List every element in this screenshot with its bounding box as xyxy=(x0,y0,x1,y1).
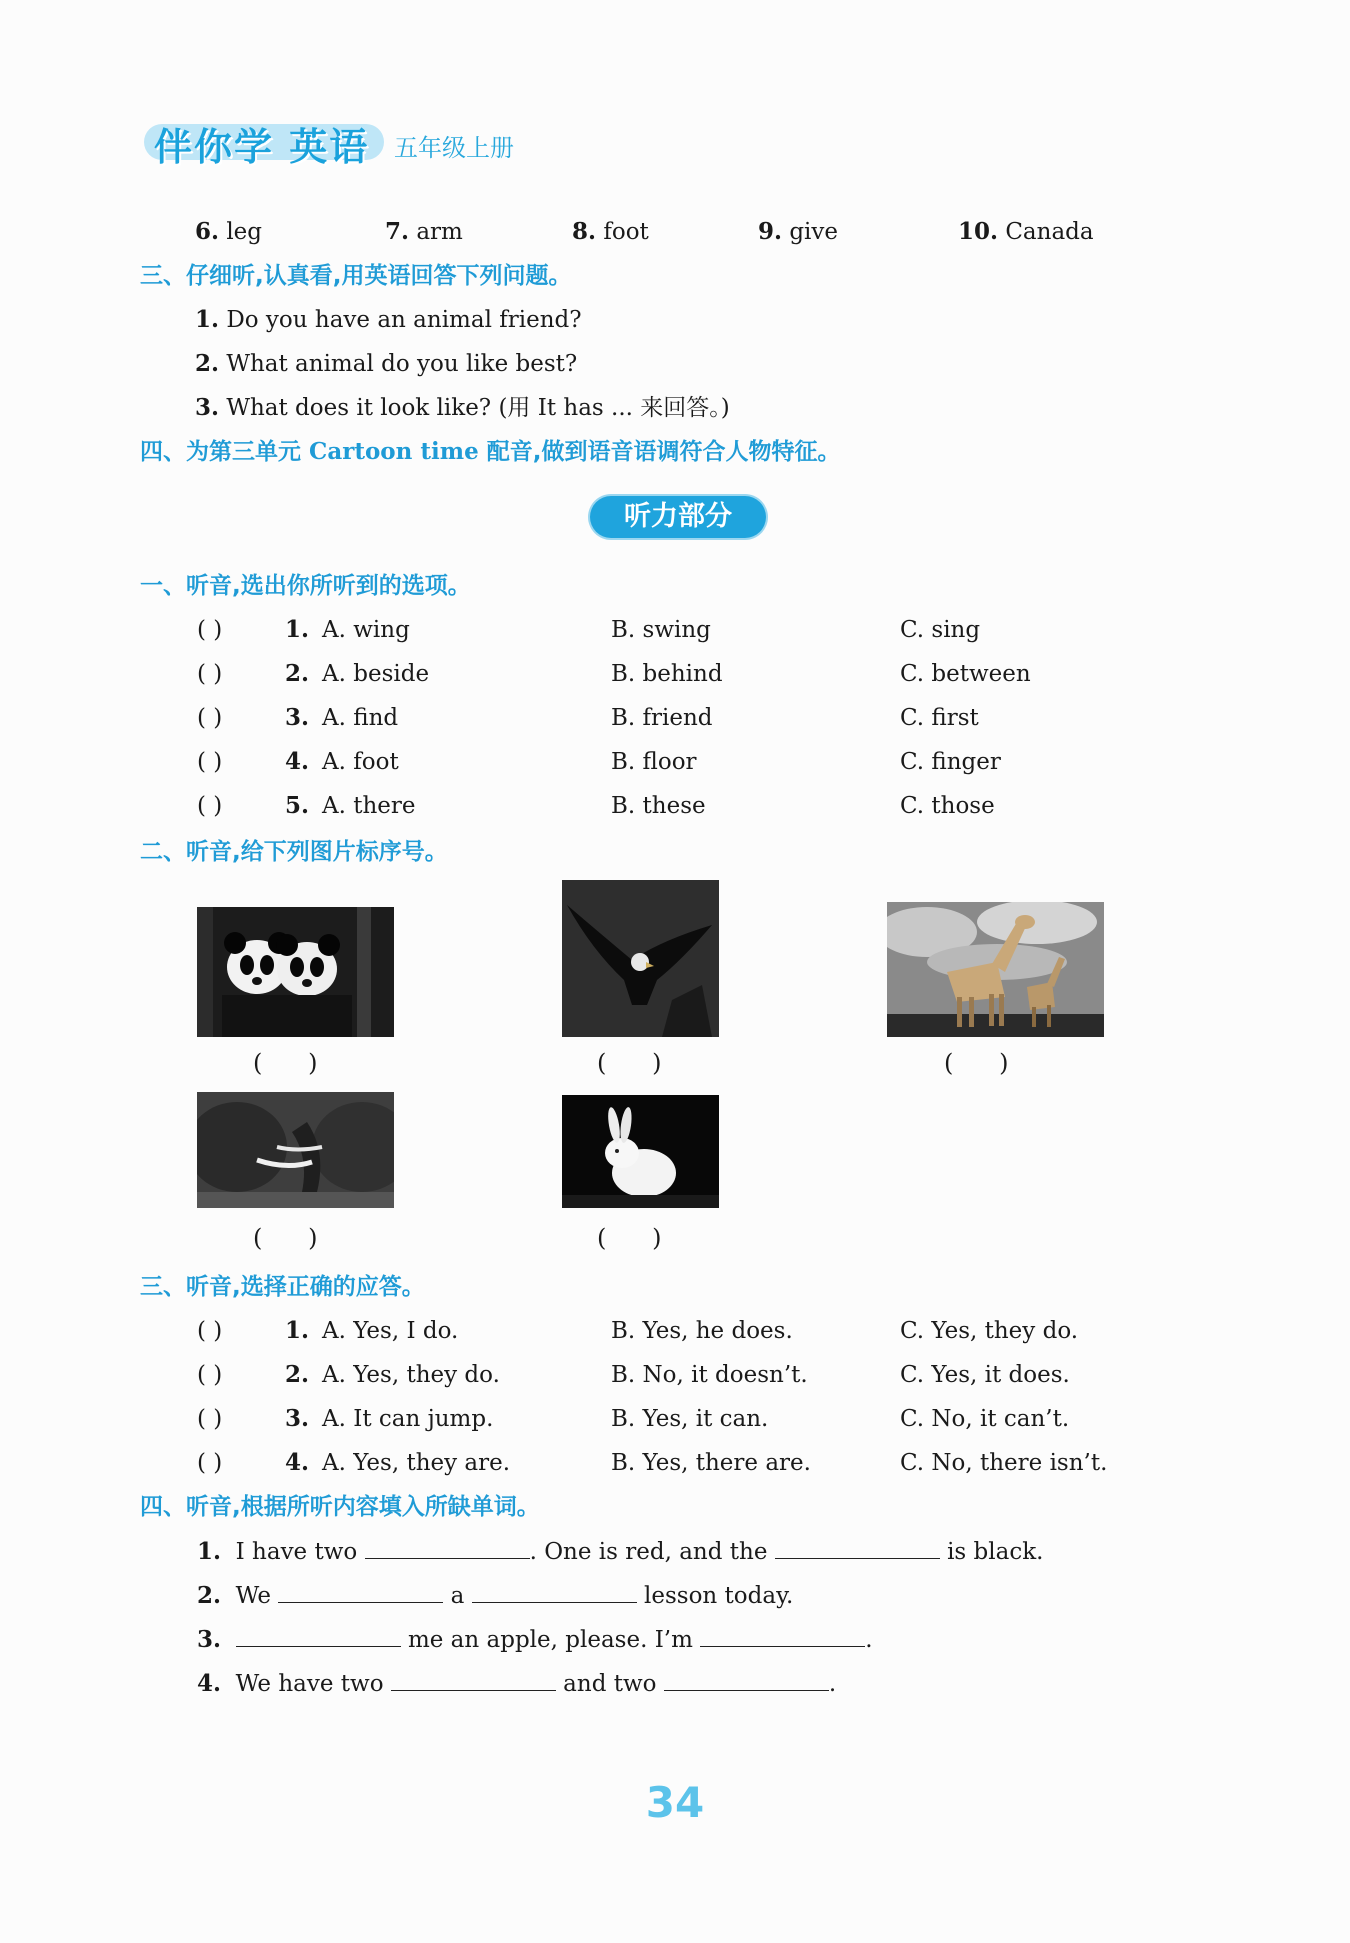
option-a: A. foot xyxy=(322,749,399,775)
word-item: 9. give xyxy=(758,218,839,245)
option-b: B. Yes, it can. xyxy=(611,1406,769,1432)
option-b: B. behind xyxy=(611,661,723,687)
picture-answer-bracket[interactable]: ( ) xyxy=(253,1224,318,1252)
item-number: 1. xyxy=(285,616,310,643)
eagle-photo xyxy=(562,880,719,1037)
fill-blank[interactable] xyxy=(775,1536,940,1559)
item-number: 1. xyxy=(285,1317,310,1344)
picture-answer-bracket[interactable]: ( ) xyxy=(597,1224,662,1252)
item-number: 3. xyxy=(285,704,310,731)
picture-answer-bracket[interactable]: ( ) xyxy=(253,1049,318,1077)
fill-line: 1. I have two . One is red, and the is black. xyxy=(197,1538,1044,1565)
option-a: A. wing xyxy=(322,617,410,643)
option-b: B. Yes, there are. xyxy=(611,1450,811,1476)
picture-answer-bracket[interactable]: ( ) xyxy=(944,1049,1009,1077)
option-c: C. No, it can’t. xyxy=(900,1406,1070,1432)
panda-photo xyxy=(197,907,394,1037)
item-number: 4. xyxy=(285,1449,310,1476)
question-item: 2. What animal do you like best? xyxy=(195,350,578,377)
brand-logo xyxy=(140,112,390,168)
fill-line: 2. We a lesson today. xyxy=(197,1582,794,1609)
option-c: C. finger xyxy=(900,749,1001,775)
item-number: 4. xyxy=(285,748,310,775)
fill-blank[interactable] xyxy=(365,1536,530,1559)
question-item: 3. What does it look like? (用 It has ... 来回答。) xyxy=(195,394,730,421)
option-b: B. friend xyxy=(611,705,713,731)
item-number: 2. xyxy=(285,1361,310,1388)
option-a: A. there xyxy=(322,793,416,819)
fill-blank[interactable] xyxy=(700,1624,865,1647)
section-title: 四、听音,根据所听内容填入所缺单词。 xyxy=(140,1494,540,1520)
option-a: A. Yes, I do. xyxy=(322,1318,459,1344)
option-c: C. sing xyxy=(900,617,981,643)
option-c: C. Yes, it does. xyxy=(900,1362,1070,1388)
section-title: 四、为第三单元 Cartoon time 配音,做到语音语调符合人物特征。 xyxy=(140,438,841,465)
answer-bracket[interactable]: ( ) xyxy=(197,705,223,731)
section-title: 三、听音,选择正确的应答。 xyxy=(140,1274,425,1300)
answer-bracket[interactable]: ( ) xyxy=(197,617,223,643)
fill-blank[interactable] xyxy=(236,1624,401,1647)
option-c: C. those xyxy=(900,793,995,819)
word-item: 10. Canada xyxy=(958,218,1094,245)
section-title: 二、听音,给下列图片标序号。 xyxy=(140,839,448,865)
option-a: A. It can jump. xyxy=(322,1406,494,1432)
giraffe-photo xyxy=(887,902,1104,1037)
option-a: A. beside xyxy=(322,661,430,687)
answer-bracket[interactable]: ( ) xyxy=(197,749,223,775)
answer-bracket[interactable]: ( ) xyxy=(197,793,223,819)
listening-part-badge: 听力部分 xyxy=(590,496,766,538)
option-c: C. Yes, they do. xyxy=(900,1318,1079,1344)
picture-answer-bracket[interactable]: ( ) xyxy=(597,1049,662,1077)
word-item: 7. arm xyxy=(385,218,463,245)
option-a: A. Yes, they do. xyxy=(322,1362,500,1388)
fill-line: 3. me an apple, please. I’m . xyxy=(197,1626,873,1653)
answer-bracket[interactable]: ( ) xyxy=(197,661,223,687)
fill-line: 4. We have two and two . xyxy=(197,1670,837,1697)
answer-bracket[interactable]: ( ) xyxy=(197,1318,223,1344)
option-c: C. first xyxy=(900,705,979,731)
option-b: B. No, it doesn’t. xyxy=(611,1362,808,1388)
brand-title: 伴你学 英语 xyxy=(154,125,370,169)
option-a: A. Yes, they are. xyxy=(322,1450,511,1476)
item-number: 5. xyxy=(285,792,310,819)
option-b: B. Yes, he does. xyxy=(611,1318,793,1344)
elephant-photo xyxy=(197,1092,394,1208)
fill-blank[interactable] xyxy=(278,1580,443,1603)
fill-blank[interactable] xyxy=(391,1668,556,1691)
section-title: 三、仔细听,认真看,用英语回答下列问题。 xyxy=(140,263,572,289)
option-c: C. between xyxy=(900,661,1031,687)
option-a: A. find xyxy=(322,705,399,731)
answer-bracket[interactable]: ( ) xyxy=(197,1362,223,1388)
answer-bracket[interactable]: ( ) xyxy=(197,1406,223,1432)
word-item: 6. leg xyxy=(195,218,263,245)
fill-blank[interactable] xyxy=(472,1580,637,1603)
item-number: 3. xyxy=(285,1405,310,1432)
option-b: B. floor xyxy=(611,749,697,775)
option-b: B. these xyxy=(611,793,706,819)
question-item: 1. Do you have an animal friend? xyxy=(195,306,582,333)
section-title: 一、听音,选出你所听到的选项。 xyxy=(140,573,471,599)
page-number: 34 xyxy=(645,1778,705,1827)
item-number: 2. xyxy=(285,660,310,687)
rabbit-photo xyxy=(562,1095,719,1208)
word-item: 8. foot xyxy=(572,218,649,245)
fill-blank[interactable] xyxy=(664,1668,829,1691)
answer-bracket[interactable]: ( ) xyxy=(197,1450,223,1476)
grade-label: 五年级上册 xyxy=(394,134,514,162)
option-c: C. No, there isn’t. xyxy=(900,1450,1108,1476)
option-b: B. swing xyxy=(611,617,711,643)
